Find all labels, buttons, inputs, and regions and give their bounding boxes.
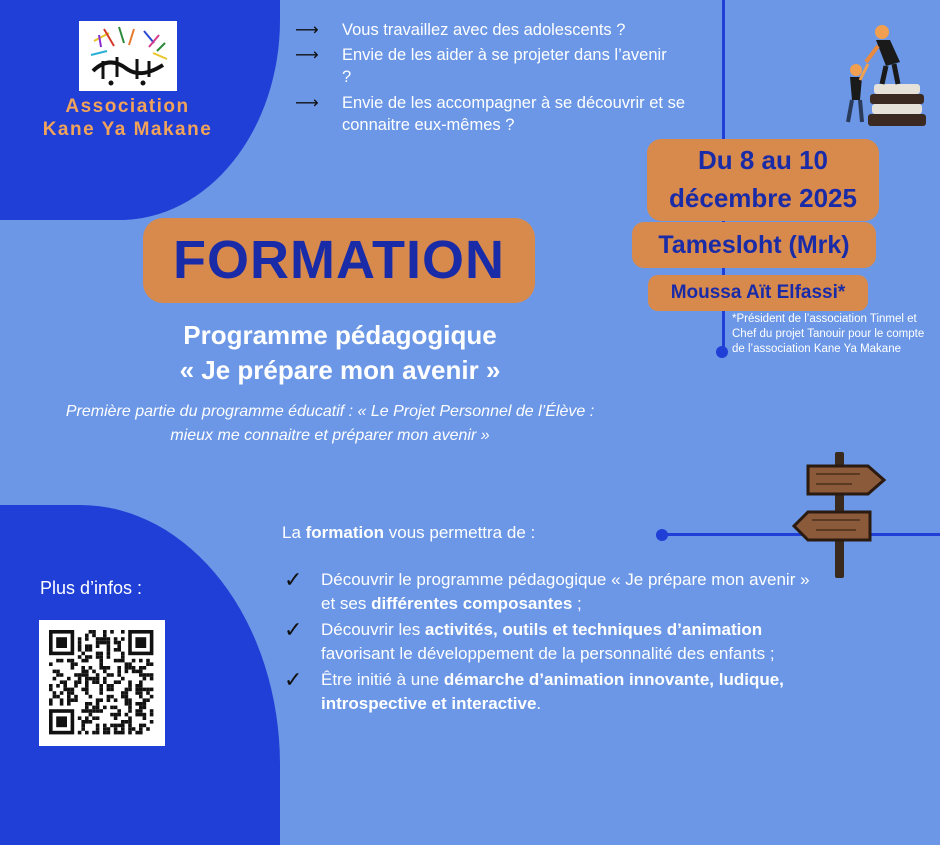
qr-code[interactable] (39, 620, 165, 746)
decor-dot (716, 346, 728, 358)
program-title-line2: « Je prépare mon avenir » (179, 355, 501, 385)
question-text: Envie de les accompagner à se découvrir et se connaitre eux-mêmes ? (342, 94, 686, 134)
list-item-text: . (536, 693, 542, 713)
checkmark-icon: ✓ (284, 617, 303, 642)
list-item-text: Découvrir le programme pédagogique « Je prépare mon avenir » et ses (321, 570, 810, 613)
formation-title: FORMATION (143, 218, 535, 303)
association-logo (79, 21, 177, 91)
event-place: Tamesloht (Mrk) (632, 222, 876, 268)
benefits-intro-post: vous permettra de : (384, 523, 536, 542)
checkmark-icon: ✓ (284, 667, 303, 692)
question-text: Envie de les aider à se projeter dans l’avenir ? (342, 46, 667, 86)
event-dates-line1: Du 8 au 10 (697, 145, 829, 175)
program-intro (10, 400, 650, 448)
decor-dot (656, 529, 668, 541)
arrow-right-icon: ⟶ (295, 46, 319, 64)
association-name (20, 95, 235, 141)
event-dates-line2: décembre 2025 (669, 183, 857, 213)
benefits-intro-bold: formation (305, 523, 385, 542)
benefits-intro-pre: La (282, 523, 306, 542)
list-item-text: favorisant le développement de la personnalité des enfants ; (321, 643, 775, 663)
more-info-label: Plus d’infos : (40, 578, 143, 598)
checkmark-icon: ✓ (284, 567, 303, 592)
list-item-bold: activités, outils et techniques d’animation (424, 620, 763, 639)
benefits-intro (282, 521, 535, 545)
list-item-text: Découvrir les (321, 620, 425, 639)
program-intro-line2: mieux me connaitre et préparer mon avenir » (170, 427, 490, 444)
signpost-illustration (790, 450, 890, 580)
program-title (100, 318, 580, 388)
list-item (282, 618, 822, 665)
program-intro-line1: Première partie du programme éducatif : « Le Projet Personnel de l’Élève : (65, 403, 595, 420)
event-dates (647, 139, 879, 221)
association-name-line2: Kane Ya Makane (42, 119, 213, 140)
list-item (282, 668, 822, 715)
arrow-right-icon: ⟶ (295, 94, 319, 112)
program-title-line1: Programme pédagogique (183, 320, 497, 350)
list-item-text: Être initié à une (321, 670, 444, 689)
association-name-line1: Association (65, 96, 190, 117)
benefits-list (282, 568, 822, 718)
question-text: Vous travaillez avec des adolescents ? (342, 21, 626, 39)
illustration-helping-hand (838, 22, 928, 132)
trainer-note: *Président de l’association Tinmel et Chef du projet Tanouir pour le compte de l’association Kane Ya Makane (732, 313, 925, 355)
list-item-bold: démarche d’animation innovante, ludique, introspective et interactive (321, 670, 784, 713)
list-item-text: ; (572, 593, 582, 613)
event-trainer: Moussa Aït Elfassi* (648, 275, 868, 311)
list-item (282, 568, 822, 615)
arrow-right-icon: ⟶ (295, 21, 319, 39)
list-item-bold: différentes composantes (371, 593, 573, 613)
